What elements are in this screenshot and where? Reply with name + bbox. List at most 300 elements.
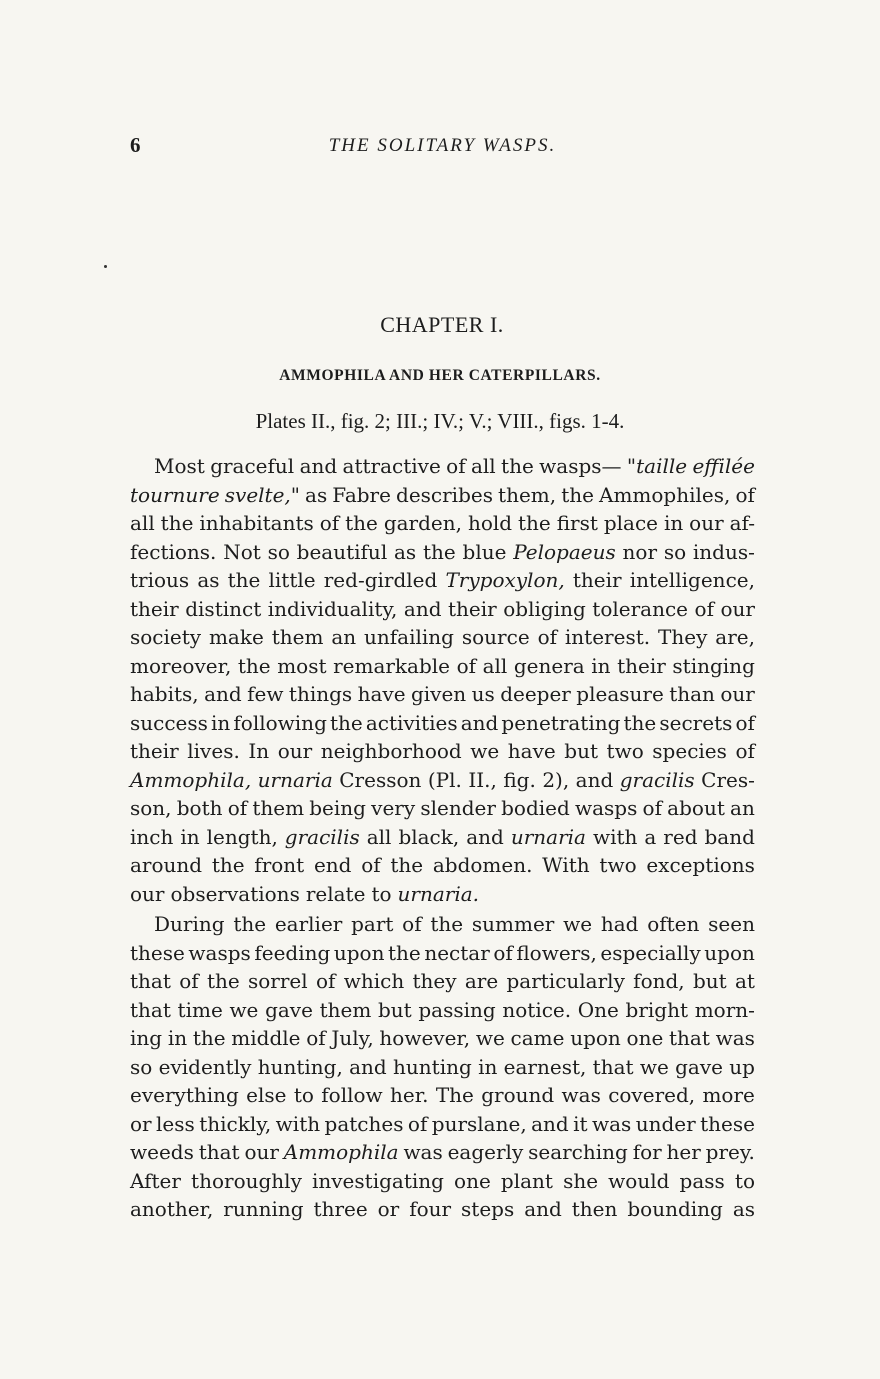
word: one — [626, 1026, 664, 1050]
word: the — [160, 511, 194, 535]
word: Cresson — [339, 767, 422, 792]
word: an — [331, 625, 357, 649]
word: ground — [481, 1083, 555, 1107]
word: intelligence, — [629, 568, 755, 592]
text-line — [130, 1138, 755, 1167]
word: her. — [390, 1083, 429, 1107]
word: prey. — [705, 1140, 755, 1164]
word: Fabre — [332, 482, 391, 507]
word: of — [456, 653, 477, 678]
word: make — [208, 625, 264, 649]
text-line — [130, 709, 755, 738]
word: abdomen. — [432, 853, 533, 877]
word: red — [663, 824, 698, 849]
word: and — [460, 710, 499, 735]
word: but — [377, 997, 412, 1022]
word: morn- — [694, 997, 755, 1022]
word: of — [407, 1111, 428, 1136]
word: distinct — [185, 596, 262, 621]
text-line — [130, 851, 755, 880]
print-speck — [104, 265, 107, 268]
word: under — [635, 1111, 696, 1136]
word: with — [592, 824, 638, 849]
word: hunting, — [257, 1054, 343, 1079]
word: was — [561, 1083, 601, 1107]
word: the — [501, 454, 534, 478]
word: urnaria. — [397, 881, 479, 906]
text-line — [130, 880, 755, 909]
text-line — [130, 452, 755, 481]
word: so — [130, 1054, 153, 1079]
word: the — [345, 511, 378, 535]
text-line — [130, 1167, 755, 1196]
word: it — [573, 1111, 588, 1136]
word: investigating — [311, 1168, 444, 1193]
word: one — [454, 1168, 491, 1193]
word: that — [592, 1054, 634, 1079]
word: less — [156, 1111, 195, 1136]
word: our — [244, 1140, 279, 1164]
word: we — [563, 912, 593, 936]
word: genera — [513, 653, 585, 678]
word: these — [130, 940, 185, 965]
word: that — [130, 969, 171, 993]
word: success — [130, 710, 208, 735]
word: eagerly — [447, 1140, 524, 1164]
word: Most — [154, 454, 205, 478]
text-line — [130, 910, 755, 939]
word: for — [632, 1140, 662, 1164]
word: feeding — [254, 940, 331, 965]
text-line — [130, 595, 755, 624]
word: of — [735, 482, 755, 507]
word: inch — [130, 824, 174, 849]
text-line — [130, 538, 755, 567]
word: the — [623, 710, 657, 735]
word: the — [518, 511, 551, 535]
word: of — [319, 511, 340, 535]
word: to — [371, 881, 392, 906]
word: and — [349, 1054, 387, 1079]
word: or — [377, 1197, 400, 1221]
word: sorrel — [248, 969, 308, 993]
word: After — [130, 1168, 181, 1193]
word: stinging — [672, 653, 755, 678]
word: blue — [462, 539, 507, 564]
word: During — [154, 912, 225, 936]
word: wasps— — [539, 454, 622, 478]
word: With — [542, 853, 590, 877]
word: and — [524, 1197, 562, 1221]
text-line — [130, 794, 755, 823]
word: plant — [500, 1168, 553, 1193]
word: both — [176, 796, 223, 820]
word: length, — [206, 824, 278, 849]
word: was — [403, 1140, 443, 1164]
text-line — [130, 481, 755, 510]
word: neighborhood — [320, 739, 462, 763]
word: at — [734, 969, 755, 993]
text-line — [130, 1110, 755, 1139]
word: slender — [420, 796, 496, 820]
word: an — [730, 796, 755, 820]
word: of — [227, 796, 248, 820]
word: most — [277, 653, 327, 678]
word: time — [177, 997, 223, 1022]
word: her — [666, 1140, 701, 1164]
word: individuality, — [267, 596, 398, 621]
word: weeds — [130, 1140, 194, 1164]
word: species — [652, 739, 727, 763]
text-line — [130, 996, 755, 1025]
word: bodied — [501, 796, 570, 820]
text-line — [130, 1024, 755, 1053]
word: and — [403, 596, 442, 621]
word: the — [388, 940, 421, 965]
word: everything — [130, 1083, 239, 1107]
word: they — [412, 969, 457, 993]
word: trious — [130, 568, 190, 592]
word: bright — [625, 997, 689, 1022]
page-number: 6 — [130, 133, 141, 157]
word: Trypoxylon, — [445, 568, 565, 592]
word: the — [422, 539, 456, 564]
word: three — [313, 1197, 368, 1221]
word: urnaria — [257, 767, 333, 792]
word: red-girdled — [323, 568, 438, 592]
word: came — [510, 1026, 565, 1050]
word: effilée — [692, 454, 755, 478]
word: our — [130, 881, 165, 906]
word: upon — [704, 940, 755, 965]
word: Cres- — [701, 767, 755, 792]
word: af- — [729, 511, 755, 535]
word: to — [734, 1168, 755, 1193]
word: our — [720, 682, 755, 706]
word: secrets — [659, 710, 733, 735]
word: these — [700, 1111, 755, 1136]
word: (Pl. — [427, 767, 462, 792]
word: II., — [468, 767, 497, 792]
running-head — [130, 133, 755, 163]
word: all — [470, 454, 496, 478]
word: purslane, — [431, 1111, 527, 1136]
word: attractive — [342, 454, 441, 478]
word: patches — [324, 1111, 404, 1136]
word: remarkable — [333, 653, 451, 678]
word: steps — [461, 1197, 515, 1221]
word: svelte," — [224, 482, 300, 507]
word: gracilis — [284, 824, 360, 849]
word: urnaria — [510, 824, 586, 849]
word: One — [577, 997, 619, 1022]
word: habits, — [130, 682, 199, 706]
word: in — [167, 1026, 188, 1050]
chapter-title: CHAPTER I. — [380, 312, 504, 337]
word: that — [198, 1140, 240, 1164]
word: indus- — [692, 539, 755, 564]
word: as — [305, 482, 328, 507]
word: we — [470, 739, 500, 763]
word: in — [211, 710, 231, 735]
word: are, — [715, 625, 755, 649]
word: our — [720, 596, 755, 621]
word: the — [561, 482, 594, 507]
word: of — [694, 596, 714, 621]
word: their — [617, 653, 666, 678]
word: Not — [223, 539, 261, 564]
word: Ammophiles, — [599, 482, 731, 507]
word: of — [537, 625, 558, 649]
word: little — [268, 568, 316, 592]
word: black, — [398, 824, 460, 849]
word: end — [313, 853, 352, 877]
word: given — [410, 682, 467, 706]
word: being — [309, 796, 366, 820]
word: gracilis — [619, 767, 695, 792]
word: the — [192, 1026, 226, 1050]
word: four — [409, 1197, 452, 1221]
word: around — [130, 853, 203, 877]
word: of — [735, 710, 755, 735]
word: was — [592, 1111, 632, 1136]
text-line — [130, 1195, 755, 1224]
word: them — [271, 625, 324, 649]
word: more — [702, 1083, 755, 1107]
plates-reference: Plates II., fig. 2; III.; IV.; V.; VIII., figs. 1-4. — [255, 409, 625, 433]
word: wasps — [574, 796, 638, 820]
word: bounding — [627, 1197, 723, 1221]
paragraph-1 — [130, 452, 755, 908]
word: in — [591, 653, 611, 678]
word: two — [599, 853, 637, 877]
word: that — [669, 1026, 710, 1050]
word: we — [229, 997, 259, 1022]
word: so — [663, 539, 687, 564]
word: in — [478, 1054, 498, 1079]
word: pass — [679, 1168, 725, 1193]
word: but — [564, 739, 598, 763]
word: have — [357, 682, 406, 706]
word: "taille — [626, 454, 688, 478]
word: pleasure — [576, 682, 664, 706]
word: all — [366, 824, 392, 849]
word: lives. — [187, 739, 240, 763]
word: was — [715, 1026, 755, 1050]
word: the — [206, 969, 240, 993]
word: as — [197, 568, 220, 592]
word: graceful — [210, 454, 295, 478]
word: however, — [379, 1026, 471, 1050]
text-line — [130, 967, 755, 996]
word: than — [669, 682, 715, 706]
text-line — [130, 1053, 755, 1082]
word: few — [247, 682, 284, 706]
word: upon — [570, 1026, 621, 1050]
word: penetrating — [501, 710, 621, 735]
text-line — [130, 652, 755, 681]
word: are — [464, 969, 499, 993]
text-line — [130, 737, 755, 766]
word: society — [130, 625, 202, 649]
word: thoroughly — [191, 1168, 302, 1193]
word: wasps — [188, 940, 251, 965]
word: earlier — [274, 912, 343, 936]
word: in — [180, 824, 200, 849]
word: fig. — [503, 767, 536, 792]
word: obliging — [503, 596, 586, 621]
word: so — [267, 539, 290, 564]
text-line — [130, 623, 755, 652]
word: hunting — [393, 1054, 472, 1079]
word: as — [732, 1197, 755, 1221]
word: gave — [265, 997, 313, 1022]
word: deeper — [500, 682, 571, 706]
word: tournure — [130, 482, 220, 507]
word: inhabitants — [199, 511, 314, 535]
word: flowers, — [516, 940, 597, 965]
word: of — [493, 940, 513, 965]
word: but — [692, 969, 727, 993]
word: and — [299, 454, 338, 478]
word: upon — [333, 940, 385, 965]
word: them — [252, 796, 305, 820]
word: our — [689, 511, 724, 535]
word: about — [667, 796, 725, 820]
word: their — [130, 739, 179, 763]
word: 2), — [542, 767, 570, 792]
word: of — [735, 739, 755, 763]
word: band — [704, 824, 755, 849]
word: of — [179, 969, 199, 993]
word: moreover, — [130, 653, 232, 678]
running-title: THE SOLITARY WASPS. — [328, 135, 557, 156]
word: which — [343, 969, 405, 993]
word: them, — [498, 482, 557, 507]
word: first — [556, 511, 598, 535]
word: They — [658, 625, 708, 649]
word: interest. — [564, 625, 651, 649]
word: Pelopaeus — [513, 539, 616, 564]
word: describes — [396, 482, 493, 507]
word: relate — [305, 881, 366, 906]
word: the — [211, 853, 245, 877]
word: had — [600, 912, 639, 936]
word: exceptions — [646, 853, 755, 877]
word: especially — [600, 940, 701, 965]
word: things — [288, 682, 353, 706]
text-line — [130, 566, 755, 595]
word: us — [471, 682, 495, 706]
word: ing — [130, 1026, 163, 1050]
word: of — [361, 853, 381, 877]
word: to — [293, 1083, 314, 1107]
word: of — [402, 912, 422, 936]
word: in — [663, 511, 684, 535]
word: summer — [471, 912, 555, 936]
word: hold — [467, 511, 513, 535]
paragraph-2 — [130, 910, 755, 1224]
word: tolerance — [592, 596, 689, 621]
word: particularly — [506, 969, 625, 993]
word: them — [319, 997, 372, 1022]
word: a — [644, 824, 657, 849]
word: Ammophila — [283, 1140, 399, 1164]
word: we — [639, 1054, 669, 1079]
word: notice. — [502, 997, 572, 1022]
word: the — [329, 710, 363, 735]
word: place — [603, 511, 659, 535]
word: gave — [675, 1054, 723, 1079]
word: seen — [708, 912, 755, 936]
text-line — [130, 766, 755, 795]
word: all — [482, 653, 508, 678]
word: following — [233, 710, 327, 735]
word: our — [277, 739, 313, 763]
word: earnest, — [503, 1054, 587, 1079]
word: nectar — [424, 940, 490, 965]
word: we — [475, 1026, 505, 1050]
word: the — [227, 568, 261, 592]
word: nor — [622, 539, 658, 564]
word: running — [223, 1197, 304, 1221]
word: all — [130, 511, 155, 535]
word: would — [608, 1168, 670, 1193]
word: the — [390, 853, 424, 877]
word: middle — [231, 1026, 301, 1050]
word: activities — [365, 710, 458, 735]
text-line — [130, 1081, 755, 1110]
word: beautiful — [296, 539, 388, 564]
word: covered, — [608, 1083, 696, 1107]
word: the — [233, 912, 267, 936]
word: she — [563, 1168, 599, 1193]
word: another, — [130, 1197, 214, 1221]
word: In — [248, 739, 270, 763]
text-line — [130, 939, 755, 968]
word: of — [642, 796, 662, 820]
word: garden, — [383, 511, 462, 535]
word: the — [430, 912, 464, 936]
word: fections. — [130, 539, 217, 564]
word: their — [448, 596, 497, 621]
word: of — [315, 969, 336, 993]
word: of — [306, 1026, 326, 1050]
word: up — [729, 1054, 755, 1079]
word: source — [461, 625, 530, 649]
word: the — [237, 653, 271, 678]
word: two — [606, 739, 644, 763]
word: part — [351, 912, 394, 936]
word: observations — [170, 881, 300, 906]
word: and — [575, 767, 614, 792]
word: else — [246, 1083, 287, 1107]
word: have — [507, 739, 556, 763]
word: son, — [130, 796, 172, 820]
word: with — [275, 1111, 321, 1136]
word: as — [394, 539, 417, 564]
word: and — [466, 824, 504, 849]
word: July, — [331, 1026, 374, 1050]
word: The — [435, 1083, 474, 1107]
word: and — [204, 682, 242, 706]
word: their — [130, 596, 179, 621]
chapter-subtitle: AMMOPHILA AND HER CATERPILLARS. — [279, 367, 601, 384]
text-line — [130, 509, 755, 538]
word: follow — [321, 1083, 383, 1107]
word: very — [371, 796, 416, 820]
word: front — [254, 853, 305, 877]
